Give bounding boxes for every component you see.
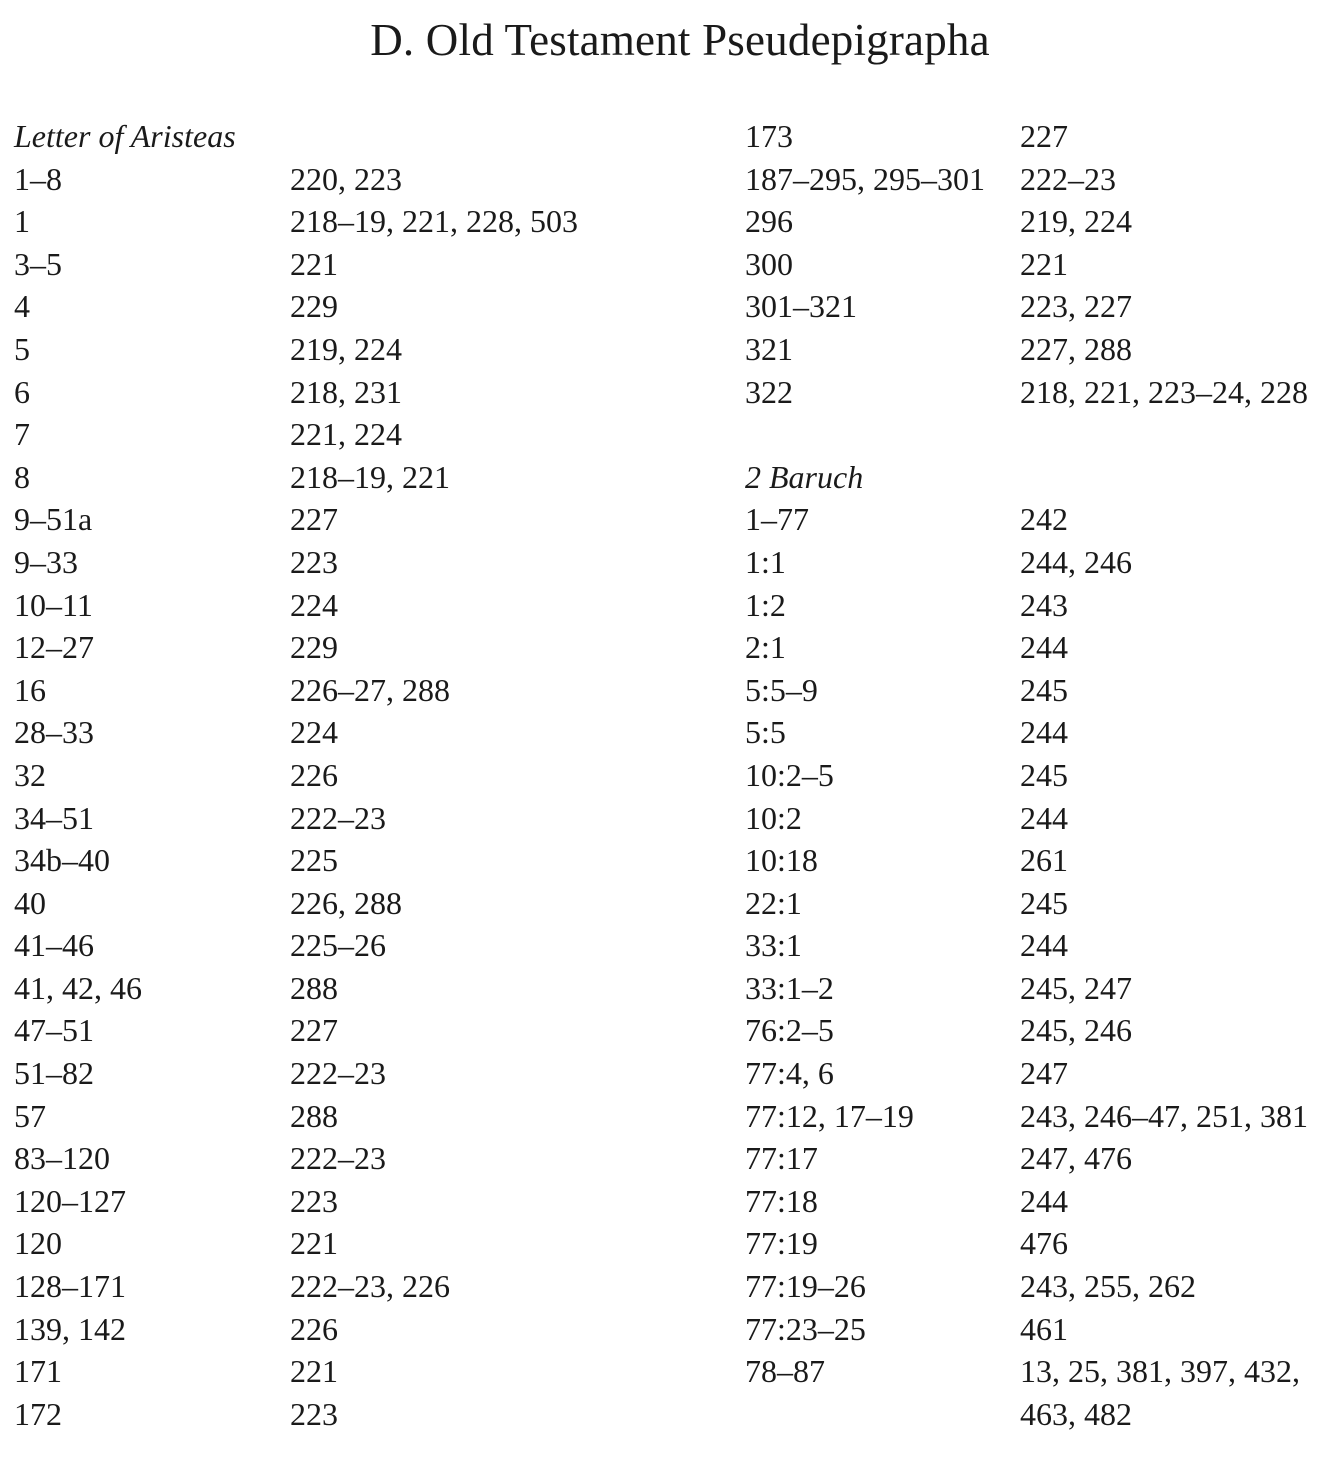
entry-reference: 16	[14, 671, 46, 708]
index-entry	[14, 1265, 734, 1308]
entry-reference: 22:1	[745, 884, 802, 921]
index-entry	[745, 1222, 1330, 1265]
index-entry	[14, 754, 734, 797]
entry-page-numbers: 461	[1020, 1310, 1068, 1347]
entry-page-numbers: 476	[1020, 1225, 1068, 1262]
entry-page-numbers: 223	[290, 1182, 338, 1219]
entry-reference: 173	[745, 118, 793, 154]
index-entry	[14, 1308, 734, 1351]
entry-reference: 47–51	[14, 1012, 94, 1049]
entry-reference: 9–51a	[14, 501, 93, 538]
index-entry	[14, 200, 734, 243]
entry-page-numbers: 244	[1020, 714, 1068, 751]
entry-reference: 1:1	[745, 543, 786, 580]
entry-page-numbers: 219, 224	[1020, 203, 1132, 240]
right-column	[745, 115, 1330, 1435]
index-entry	[745, 669, 1330, 712]
entry-reference: 77:18	[745, 1182, 818, 1219]
entry-reference: 34–51	[14, 799, 94, 836]
entry-page-numbers: 221	[290, 1353, 338, 1390]
entry-reference: 10:2	[745, 799, 802, 836]
entry-page-numbers: 218, 221, 223–24, 228	[1020, 373, 1308, 410]
entry-reference: 77:19	[745, 1225, 818, 1262]
baruch-entries-list	[745, 498, 1330, 1435]
aristeas-entries-list	[14, 158, 734, 1436]
entry-page-numbers: 288	[290, 1097, 338, 1134]
entry-page-numbers: 223	[290, 543, 338, 580]
entry-page-numbers: 225	[290, 842, 338, 879]
entry-page-numbers: 244	[1020, 927, 1068, 964]
entry-page-numbers: 288	[290, 969, 338, 1006]
entry-page-numbers: 242	[1020, 501, 1068, 538]
index-entry	[14, 626, 734, 669]
index-entry	[14, 1393, 734, 1436]
entry-page-numbers: 221, 224	[290, 416, 402, 453]
index-entry	[745, 1265, 1330, 1308]
entry-reference: 76:2–5	[745, 1012, 834, 1049]
index-entry	[745, 626, 1330, 669]
entry-reference: 301–321	[745, 288, 857, 325]
index-entry	[745, 541, 1330, 584]
entry-page-numbers: 218–19, 221, 228, 503	[290, 203, 578, 240]
index-entry	[14, 584, 734, 627]
entry-page-numbers: 13, 25, 381, 397, 432,	[1020, 1353, 1300, 1390]
entry-page-numbers: 221	[290, 245, 338, 282]
entry-reference: 120–127	[14, 1182, 126, 1219]
entry-reference: 1–77	[745, 501, 809, 538]
index-entry	[745, 1052, 1330, 1095]
index-entry	[14, 1052, 734, 1095]
entry-reference: 300	[745, 245, 793, 282]
index-entry	[14, 839, 734, 882]
entry-reference: 41–46	[14, 927, 94, 964]
entry-page-numbers: 226, 288	[290, 884, 402, 921]
entry-reference: 32	[14, 756, 46, 793]
index-entry	[14, 285, 734, 328]
index-entry	[745, 967, 1330, 1010]
entry-page-numbers: 227	[290, 501, 338, 538]
index-entry	[14, 797, 734, 840]
index-entry	[745, 711, 1330, 754]
entry-page-numbers: 229	[290, 288, 338, 325]
index-entry	[14, 669, 734, 712]
entry-reference: 51–82	[14, 1055, 94, 1092]
index-entry	[745, 115, 1330, 158]
entry-reference: 34b–40	[14, 842, 110, 879]
entry-reference: 5:5–9	[745, 671, 818, 708]
entry-reference: 172	[14, 1395, 62, 1432]
section-heading-2-baruch: 2 Baruch	[745, 458, 864, 495]
entry-page-numbers: 218–19, 221	[290, 458, 450, 495]
entry-page-numbers: 224	[290, 586, 338, 623]
entry-page-numbers: 222–23	[1020, 160, 1116, 197]
entry-page-numbers: 221	[1020, 245, 1068, 282]
entry-reference: 78–87	[745, 1353, 825, 1390]
entry-page-numbers: 226	[290, 1310, 338, 1347]
entry-page-numbers: 223	[290, 1395, 338, 1432]
entry-reference: 77:12, 17–19	[745, 1097, 914, 1134]
index-entry	[745, 882, 1330, 925]
entry-reference: 4	[14, 288, 30, 325]
index-entry	[745, 754, 1330, 797]
section-spacer	[745, 413, 1330, 456]
entry-page-numbers: 222–23	[290, 799, 386, 836]
index-entry	[14, 328, 734, 371]
index-entry	[745, 285, 1330, 328]
entry-reference: 1	[14, 203, 30, 240]
entry-page-numbers: 227	[290, 1012, 338, 1049]
index-entry	[745, 158, 1330, 201]
index-entry	[745, 1180, 1330, 1223]
entry-page-numbers: 226	[290, 756, 338, 793]
entry-page-numbers: 223, 227	[1020, 288, 1132, 325]
entry-reference: 57	[14, 1097, 46, 1134]
entry-page-numbers: 261	[1020, 842, 1068, 879]
index-entry	[745, 1137, 1330, 1180]
entry-reference: 33:1–2	[745, 969, 834, 1006]
index-entry	[14, 371, 734, 414]
left-column	[14, 115, 734, 1435]
entry-page-numbers: 243, 246–47, 251, 381	[1020, 1097, 1308, 1134]
entry-page-numbers: 245	[1020, 756, 1068, 793]
entry-reference: 33:1	[745, 927, 802, 964]
index-entry	[745, 584, 1330, 627]
entry-reference: 1–8	[14, 160, 62, 197]
entry-reference: 40	[14, 884, 46, 921]
index-entry	[745, 1350, 1330, 1393]
entry-reference: 10:18	[745, 842, 818, 879]
index-entry	[14, 413, 734, 456]
entry-reference: 2:1	[745, 629, 786, 666]
index-entry	[745, 498, 1330, 541]
index-entry	[745, 1308, 1330, 1351]
entry-page-numbers: 245, 247	[1020, 969, 1132, 1006]
entry-page-numbers: 229	[290, 629, 338, 666]
index-entry	[14, 924, 734, 967]
index-entry	[745, 371, 1330, 414]
entry-reference: 128–171	[14, 1268, 126, 1305]
index-entry	[14, 967, 734, 1010]
entry-reference: 10–11	[14, 586, 93, 623]
entry-page-numbers: 224	[290, 714, 338, 751]
entry-page-numbers: 245, 246	[1020, 1012, 1132, 1049]
index-entry	[14, 711, 734, 754]
entry-page-numbers: 245	[1020, 884, 1068, 921]
entry-reference: 83–120	[14, 1140, 110, 1177]
entry-page-numbers: 247	[1020, 1055, 1068, 1092]
entry-page-numbers: 243	[1020, 586, 1068, 623]
index-entry	[14, 498, 734, 541]
index-entry	[14, 1137, 734, 1180]
entry-page-numbers: 244	[1020, 629, 1068, 666]
entry-page-numbers: 219, 224	[290, 330, 402, 367]
entry-page-numbers: 245	[1020, 671, 1068, 708]
entry-page-numbers: 222–23	[290, 1055, 386, 1092]
entry-page-numbers: 244	[1020, 799, 1068, 836]
index-entry	[745, 328, 1330, 371]
entry-reference: 1:2	[745, 586, 786, 623]
entry-reference: 187–295, 295–301	[745, 160, 985, 197]
entry-reference: 28–33	[14, 714, 94, 751]
index-entry	[14, 882, 734, 925]
entry-page-numbers: 463, 482	[1020, 1395, 1132, 1432]
section-heading-row	[14, 115, 734, 158]
entry-page-numbers: 244	[1020, 1182, 1068, 1219]
entry-reference: 77:23–25	[745, 1310, 866, 1347]
entry-reference: 8	[14, 458, 30, 495]
entry-reference: 77:4, 6	[745, 1055, 834, 1092]
index-entry	[14, 1009, 734, 1052]
index-entry	[745, 1095, 1330, 1138]
entry-reference: 9–33	[14, 543, 78, 580]
entry-page-numbers: 227	[1020, 118, 1068, 154]
entry-reference: 321	[745, 330, 793, 367]
entry-reference: 5	[14, 330, 30, 367]
entry-reference: 6	[14, 373, 30, 410]
section-heading-row	[745, 456, 1330, 499]
index-entry	[745, 1009, 1330, 1052]
index-entry	[745, 797, 1330, 840]
entry-reference: 10:2–5	[745, 756, 834, 793]
entry-reference: 5:5	[745, 714, 786, 751]
index-entry	[745, 924, 1330, 967]
entry-page-numbers: 221	[290, 1225, 338, 1262]
entry-page-numbers: 218, 231	[290, 373, 402, 410]
index-entry	[14, 243, 734, 286]
index-entry	[14, 541, 734, 584]
entry-reference: 41, 42, 46	[14, 969, 142, 1006]
entry-page-numbers: 244, 246	[1020, 543, 1132, 580]
index-entry	[14, 1350, 734, 1393]
index-entry	[14, 1222, 734, 1265]
index-entry	[745, 1393, 1330, 1436]
index-entry	[14, 158, 734, 201]
entry-reference: 77:19–26	[745, 1268, 866, 1305]
entry-page-numbers: 220, 223	[290, 160, 402, 197]
entry-page-numbers: 243, 255, 262	[1020, 1268, 1196, 1305]
entry-page-numbers: 247, 476	[1020, 1140, 1132, 1177]
index-entry	[14, 1180, 734, 1223]
entry-page-numbers: 227, 288	[1020, 330, 1132, 367]
entry-reference: 12–27	[14, 629, 94, 666]
entry-reference: 3–5	[14, 245, 62, 282]
entry-reference: 139, 142	[14, 1310, 126, 1347]
entry-reference: 296	[745, 203, 793, 240]
index-entry	[745, 243, 1330, 286]
index-entry	[14, 456, 734, 499]
entry-page-numbers: 222–23	[290, 1140, 386, 1177]
entry-reference: 77:17	[745, 1140, 818, 1177]
entry-reference: 171	[14, 1353, 62, 1390]
entry-reference: 120	[14, 1225, 62, 1262]
index-entry	[14, 1095, 734, 1138]
entry-page-numbers: 226–27, 288	[290, 671, 450, 708]
aristeas-continued-list	[745, 115, 1330, 413]
entry-reference: 7	[14, 416, 30, 453]
entry-page-numbers: 222–23, 226	[290, 1268, 450, 1305]
page-title: D. Old Testament Pseudepigrapha	[370, 15, 990, 65]
section-heading-letter-of-aristeas: Letter of Aristeas	[14, 118, 236, 154]
entry-page-numbers: 225–26	[290, 927, 386, 964]
index-entry	[745, 839, 1330, 882]
entry-reference: 322	[745, 373, 793, 410]
index-entry	[745, 200, 1330, 243]
